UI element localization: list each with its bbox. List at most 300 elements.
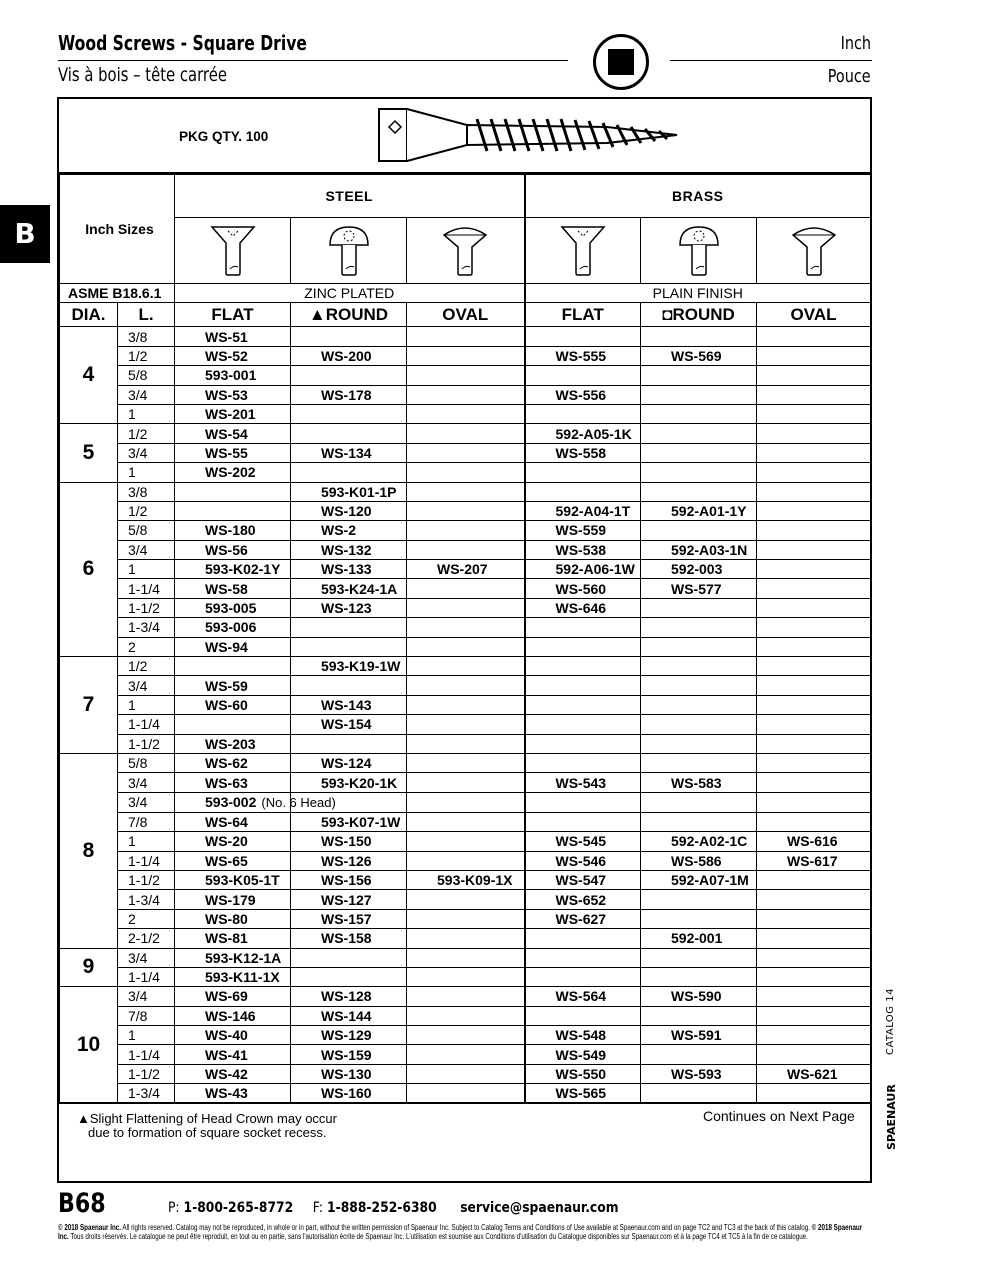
steel-round-part-cell (291, 657, 407, 676)
brass-oval-part-cell (757, 851, 871, 870)
standard-label: ASME B18.6.1 (60, 284, 175, 303)
part-number[interactable]: WS-569 (671, 347, 722, 364)
part-number[interactable]: 592-A02-1C (671, 833, 748, 850)
brass-flat-part-cell (525, 695, 641, 714)
brass-round-part-cell (641, 812, 757, 831)
brass-oval-part-cell (757, 948, 871, 967)
part-number[interactable]: WS-559 (555, 522, 607, 539)
brass-round-part-cell (641, 734, 757, 753)
brass-oval-part-cell (757, 346, 871, 365)
part-number[interactable]: 592-A07-1M (671, 872, 749, 889)
part-number[interactable]: WS-81 (205, 930, 248, 947)
brass-flat-part-cell (525, 657, 641, 676)
brass-round-part-cell (641, 560, 757, 579)
brass-round-part-cell (641, 792, 757, 812)
footnote (77, 1112, 337, 1140)
brass-flat-part-cell (525, 1064, 641, 1083)
brass-oval-part-cell (757, 676, 871, 695)
length-cell: 5/8 (118, 366, 175, 385)
steel-oval-part-cell (407, 870, 525, 889)
part-number[interactable]: WS-547 (555, 872, 607, 889)
brass-round-part-cell (641, 618, 757, 637)
part-number[interactable]: WS-63 (205, 774, 248, 791)
steel-oval-part-cell (407, 463, 525, 482)
brass-oval-part-cell (757, 890, 871, 909)
brass-finish: PLAIN FINISH (525, 284, 871, 303)
steel-oval-part-cell (407, 366, 525, 385)
steel-round-part-cell (291, 618, 407, 637)
brass-oval-part-cell (757, 773, 871, 792)
brass-round-part-cell (641, 851, 757, 870)
brass-round-part-cell (641, 967, 757, 986)
steel-flat-part-cell (175, 424, 291, 443)
length-cell: 1-1/4 (118, 715, 175, 734)
part-number[interactable]: WS-134 (321, 444, 372, 461)
steel-flat-part-cell (175, 346, 291, 365)
page-title-french: Vis à bois – tête carrée (58, 64, 227, 86)
part-number[interactable]: WS-123 (321, 600, 372, 617)
part-number[interactable]: WS-156 (321, 872, 372, 889)
part-number[interactable]: WS-577 (671, 580, 722, 597)
brass-flat-part-cell (525, 676, 641, 695)
length-cell: 1 (118, 560, 175, 579)
part-number[interactable]: WS-621 (787, 1066, 838, 1083)
steel-round-part-cell (291, 812, 407, 831)
length-cell: 1/2 (118, 501, 175, 520)
steel-round-part-cell (291, 346, 407, 365)
steel-round-part-cell (291, 540, 407, 559)
part-number[interactable]: WS-52 (205, 347, 248, 364)
brass-oval-part-cell (757, 1026, 871, 1045)
part-number[interactable]: 593-006 (205, 619, 257, 636)
steel-oval-part-cell (407, 501, 525, 520)
table-bottom-rule (59, 1102, 870, 1104)
oval-head-screw-icon (440, 221, 490, 277)
brass-flat-part-cell (525, 385, 641, 404)
brass-oval-part-cell (757, 598, 871, 617)
table-row (60, 366, 871, 385)
phone-number[interactable]: 1-800-265-8772 (183, 1200, 294, 1216)
part-number[interactable]: WS-590 (671, 988, 722, 1005)
part-number[interactable]: 593-K24-1A (321, 580, 398, 597)
brass-flat-part-cell (525, 366, 641, 385)
brass-oval-part-cell (757, 366, 871, 385)
brass-flat-part-cell (525, 715, 641, 734)
unit-label-french: Pouce (828, 66, 871, 87)
part-number[interactable]: WS-549 (555, 1046, 607, 1063)
brass-flat-part-cell (525, 463, 641, 482)
part-number[interactable]: 593-K11-1X (205, 969, 280, 986)
steel-round-part-cell (291, 501, 407, 520)
table-row (60, 1006, 871, 1025)
col-steel-flat: FLAT (175, 303, 291, 327)
col-length: L. (118, 303, 175, 327)
page-number: B68 (58, 1188, 106, 1219)
part-number[interactable]: WS-53 (205, 386, 248, 403)
steel-oval-part-cell (407, 327, 525, 346)
steel-flat-part-cell (175, 890, 291, 909)
brass-flat-part-cell (525, 948, 641, 967)
steel-oval-part-cell (407, 753, 525, 772)
footnote-line: ▲Slight Flattening of Head Crown may occur (77, 1111, 337, 1126)
steel-flat-part-cell (175, 1084, 291, 1103)
brass-round-part-cell (641, 385, 757, 404)
brass-oval-part-cell (757, 482, 871, 501)
part-number[interactable]: WS-200 (321, 347, 372, 364)
part-number[interactable]: WS-550 (555, 1066, 607, 1083)
length-cell: 1-3/4 (118, 1084, 175, 1103)
part-note: (No. 6 Head) (261, 794, 336, 810)
steel-oval-part-cell (407, 792, 525, 812)
part-number[interactable]: WS-203 (205, 735, 256, 752)
brass-round-part-cell (641, 501, 757, 520)
length-cell: 3/4 (118, 792, 175, 812)
part-number[interactable]: 592-A04-1T (555, 503, 631, 520)
part-number[interactable]: WS-65 (205, 852, 248, 869)
brass-round-part-cell (641, 1064, 757, 1083)
length-cell: 1-1/2 (118, 598, 175, 617)
steel-round-part-cell (291, 695, 407, 714)
part-number[interactable]: 592-A03-1N (671, 541, 748, 558)
brass-round-part-cell (641, 773, 757, 792)
part-number[interactable]: WS-158 (321, 930, 372, 947)
length-cell: 1/2 (118, 657, 175, 676)
table-row (60, 792, 871, 812)
table-row (60, 1064, 871, 1083)
part-number[interactable]: WS-56 (205, 541, 248, 558)
part-number[interactable]: WS-124 (321, 755, 372, 772)
square-drive-icon (593, 34, 649, 90)
part-number[interactable]: WS-179 (205, 891, 256, 908)
part-number[interactable]: 593-005 (205, 600, 257, 617)
brass-round-part-cell (641, 832, 757, 851)
phone-label: P: (168, 1200, 180, 1216)
part-number[interactable]: 593-001 (205, 367, 257, 384)
steel-round-part-cell (291, 715, 407, 734)
steel-round-part-cell (291, 366, 407, 385)
table-row (60, 327, 871, 346)
part-number[interactable]: WS-178 (321, 386, 372, 403)
table-row (60, 657, 871, 676)
part-number[interactable]: 593-002 (205, 793, 257, 810)
part-number[interactable]: WS-144 (321, 1007, 372, 1024)
table-row (60, 695, 871, 714)
part-number[interactable]: 592-A06-1W (555, 561, 635, 578)
steel-flat-part-cell (175, 695, 291, 714)
steel-flat-part-cell (175, 560, 291, 579)
length-cell: 2 (118, 909, 175, 928)
fax-label: F: (312, 1200, 324, 1216)
steel-oval-part-cell (407, 812, 525, 831)
steel-oval-part-cell (407, 443, 525, 462)
table-row (60, 812, 871, 831)
length-cell: 1-1/2 (118, 734, 175, 753)
part-number[interactable]: WS-646 (555, 600, 607, 617)
part-number[interactable]: WS-54 (205, 425, 248, 442)
length-cell: 1 (118, 404, 175, 423)
part-number[interactable]: WS-583 (671, 774, 722, 791)
steel-round-head-image (291, 218, 407, 284)
brass-oval-part-cell (757, 618, 871, 637)
brass-flat-part-cell (525, 637, 641, 656)
table-row (60, 618, 871, 637)
legal-copyright: © 2018 Spaenaur Inc. (58, 1223, 122, 1232)
oval-head-screw-icon (789, 221, 839, 277)
part-number[interactable]: WS-591 (671, 1027, 722, 1044)
email-link[interactable]: service@spaenaur.com (460, 1200, 619, 1216)
length-cell: 1-1/4 (118, 851, 175, 870)
part-number[interactable]: WS-652 (555, 891, 607, 908)
steel-oval-part-cell (407, 1084, 525, 1103)
steel-round-part-cell (291, 987, 407, 1006)
steel-round-part-cell (291, 482, 407, 501)
table-row (60, 637, 871, 656)
part-number[interactable]: WS-548 (555, 1027, 607, 1044)
part-number[interactable]: WS-202 (205, 464, 256, 481)
table-row (60, 851, 871, 870)
brass-oval-part-cell (757, 1064, 871, 1083)
part-number[interactable]: WS-41 (205, 1046, 248, 1063)
steel-flat-part-cell (175, 598, 291, 617)
part-number[interactable]: WS-69 (205, 988, 248, 1005)
table-row (60, 890, 871, 909)
diameter-cell: 8 (60, 753, 118, 948)
table-row (60, 443, 871, 462)
brass-flat-part-cell (525, 1006, 641, 1025)
steel-round-part-cell (291, 967, 407, 986)
length-cell: 1 (118, 695, 175, 714)
steel-oval-part-cell (407, 521, 525, 540)
steel-flat-part-cell (175, 521, 291, 540)
brass-round-part-cell (641, 366, 757, 385)
part-number[interactable]: WS-154 (321, 716, 372, 733)
table-row (60, 521, 871, 540)
table-row (60, 540, 871, 559)
brass-flat-part-cell (525, 404, 641, 423)
part-number[interactable]: WS-157 (321, 910, 372, 927)
part-number[interactable]: WS-627 (555, 910, 607, 927)
part-number[interactable]: WS-558 (555, 444, 607, 461)
brass-oval-part-cell (757, 929, 871, 948)
diameter-cell: 6 (60, 482, 118, 657)
part-number[interactable]: WS-2 (321, 522, 356, 539)
table-row (60, 385, 871, 404)
part-number[interactable]: 593-K20-1K (321, 774, 398, 791)
steel-flat-part-cell (175, 540, 291, 559)
part-number[interactable]: WS-94 (205, 638, 248, 655)
part-number[interactable]: WS-126 (321, 852, 372, 869)
steel-oval-part-cell (407, 424, 525, 443)
part-number[interactable]: 592-003 (671, 561, 723, 578)
length-cell: 1-3/4 (118, 890, 175, 909)
part-number[interactable]: WS-159 (321, 1046, 372, 1063)
catalog-edition: CATALOG 14 (885, 988, 896, 1055)
brass-flat-part-cell (525, 443, 641, 462)
brass-flat-part-cell (525, 870, 641, 889)
steel-flat-part-cell (175, 1006, 291, 1025)
part-number[interactable]: WS-60 (205, 697, 248, 713)
part-number[interactable]: 593-K02-1Y (205, 561, 281, 578)
table-row (60, 870, 871, 889)
part-number[interactable]: WS-617 (787, 852, 838, 869)
part-number[interactable]: WS-545 (555, 833, 607, 850)
length-cell: 1-1/2 (118, 870, 175, 889)
brand-logo: SPAENAUR (885, 1084, 898, 1150)
steel-round-part-cell (291, 929, 407, 948)
part-number[interactable]: WS-143 (321, 697, 372, 713)
brass-round-part-cell (641, 695, 757, 714)
brass-oval-part-cell (757, 1084, 871, 1103)
part-number[interactable]: WS-127 (321, 891, 372, 908)
steel-flat-part-cell (175, 482, 291, 501)
steel-flat-part-cell (175, 501, 291, 520)
steel-oval-part-cell (407, 1006, 525, 1025)
part-number[interactable]: WS-207 (437, 561, 488, 578)
part-number[interactable]: WS-132 (321, 541, 372, 558)
part-number[interactable]: WS-146 (205, 1007, 256, 1024)
part-number[interactable]: WS-42 (205, 1066, 248, 1083)
part-number[interactable]: WS-51 (205, 328, 248, 345)
brass-oval-part-cell (757, 463, 871, 482)
brass-flat-part-cell (525, 734, 641, 753)
length-cell: 7/8 (118, 812, 175, 831)
brass-flat-part-cell (525, 540, 641, 559)
part-number[interactable]: 592-001 (671, 930, 723, 947)
table-row (60, 346, 871, 365)
part-number[interactable]: 593-K05-1T (205, 872, 280, 889)
steel-flat-part-cell (175, 851, 291, 870)
table-row (60, 987, 871, 1006)
part-number[interactable]: WS-43 (205, 1085, 248, 1102)
steel-flat-part-cell (175, 676, 291, 695)
part-number[interactable]: WS-565 (555, 1085, 607, 1102)
inch-sizes-label: Inch Sizes (85, 221, 154, 237)
steel-flat-part-cell (175, 812, 291, 831)
length-cell: 3/4 (118, 773, 175, 792)
steel-round-part-cell (291, 579, 407, 598)
length-cell: 1 (118, 832, 175, 851)
part-number[interactable]: WS-564 (555, 988, 607, 1005)
length-cell: 5/8 (118, 753, 175, 772)
package-box (59, 99, 870, 174)
part-number[interactable]: WS-150 (321, 833, 372, 850)
part-number[interactable]: WS-130 (321, 1066, 372, 1083)
length-cell: 1 (118, 463, 175, 482)
part-number[interactable]: 592-A01-1Y (671, 503, 747, 520)
part-number[interactable]: WS-560 (555, 580, 607, 597)
steel-round-part-cell (291, 1084, 407, 1103)
part-number[interactable]: WS-128 (321, 988, 372, 1005)
brass-flat-part-cell (525, 909, 641, 928)
table-row (60, 424, 871, 443)
part-number[interactable]: WS-546 (555, 852, 607, 869)
package-quantity: PKG QTY. 100 (179, 129, 269, 144)
steel-oval-part-cell (407, 948, 525, 967)
part-number[interactable]: WS-59 (205, 677, 248, 694)
steel-round-part-cell (291, 463, 407, 482)
part-number[interactable]: WS-556 (555, 386, 607, 403)
col-brass-flat: FLAT (525, 303, 641, 327)
steel-flat-part-cell (175, 792, 336, 812)
length-cell: 3/4 (118, 676, 175, 695)
brass-round-part-cell (641, 579, 757, 598)
brass-flat-part-cell (525, 501, 641, 520)
part-number[interactable]: WS-543 (555, 774, 607, 791)
brass-round-part-cell (641, 870, 757, 889)
steel-round-part-cell (291, 1026, 407, 1045)
part-number[interactable]: WS-133 (321, 561, 372, 578)
screw-illustration-icon (377, 105, 687, 165)
steel-flat-part-cell (175, 579, 291, 598)
brass-flat-part-cell (525, 851, 641, 870)
diameter-cell: 10 (60, 987, 118, 1103)
part-number[interactable]: WS-538 (555, 541, 607, 558)
part-number[interactable]: WS-64 (205, 813, 248, 830)
part-number[interactable]: WS-586 (671, 852, 722, 869)
part-number[interactable]: WS-120 (321, 503, 372, 520)
part-number[interactable]: WS-180 (205, 522, 256, 539)
brass-flat-part-cell (525, 967, 641, 986)
part-number[interactable]: 593-K19-1W (321, 658, 401, 675)
steel-oval-part-cell (407, 385, 525, 404)
fax-number[interactable]: 1-888-252-6380 (327, 1200, 437, 1216)
part-number[interactable]: WS-555 (555, 347, 607, 364)
part-number[interactable]: WS-55 (205, 444, 248, 461)
brass-flat-part-cell (525, 618, 641, 637)
steel-flat-part-cell (175, 618, 291, 637)
part-number[interactable]: 592-A05-1K (555, 425, 632, 442)
steel-oval-head-image (407, 218, 525, 284)
part-number[interactable]: WS-160 (321, 1085, 372, 1102)
part-number[interactable]: 593-K09-1X (437, 872, 513, 889)
steel-flat-part-cell (175, 463, 291, 482)
part-number[interactable]: WS-62 (205, 755, 248, 772)
part-number[interactable]: WS-20 (205, 833, 248, 850)
part-number[interactable]: 593-K07-1W (321, 813, 401, 830)
part-number[interactable]: WS-201 (205, 406, 256, 423)
length-cell: 3/4 (118, 948, 175, 967)
legal-notice (58, 1223, 872, 1241)
header-rule-right (670, 60, 872, 61)
part-number[interactable]: 593-K12-1A (205, 949, 282, 966)
part-number[interactable]: WS-129 (321, 1027, 372, 1044)
steel-oval-part-cell (407, 695, 525, 714)
diameter-cell: 5 (60, 424, 118, 482)
brass-oval-part-cell (757, 695, 871, 714)
steel-flat-part-cell (175, 715, 291, 734)
inch-sizes-heading (60, 175, 175, 284)
steel-flat-part-cell (175, 385, 291, 404)
brass-oval-part-cell (757, 443, 871, 462)
steel-flat-part-cell (175, 948, 291, 967)
section-tab[interactable]: B (0, 205, 50, 263)
brass-oval-part-cell (757, 540, 871, 559)
part-number[interactable]: WS-40 (205, 1027, 248, 1044)
part-number[interactable]: 593-K01-1P (321, 483, 397, 500)
brass-round-part-cell (641, 948, 757, 967)
steel-round-part-cell (291, 443, 407, 462)
part-number[interactable]: WS-616 (787, 833, 838, 850)
part-number[interactable]: WS-58 (205, 580, 248, 597)
part-number[interactable]: WS-593 (671, 1066, 722, 1083)
steel-oval-part-cell (407, 482, 525, 501)
steel-flat-part-cell (175, 832, 291, 851)
part-number[interactable]: WS-80 (205, 910, 248, 927)
steel-oval-part-cell (407, 598, 525, 617)
table-row (60, 1026, 871, 1045)
brass-oval-part-cell (757, 1045, 871, 1064)
brass-round-part-cell (641, 753, 757, 772)
